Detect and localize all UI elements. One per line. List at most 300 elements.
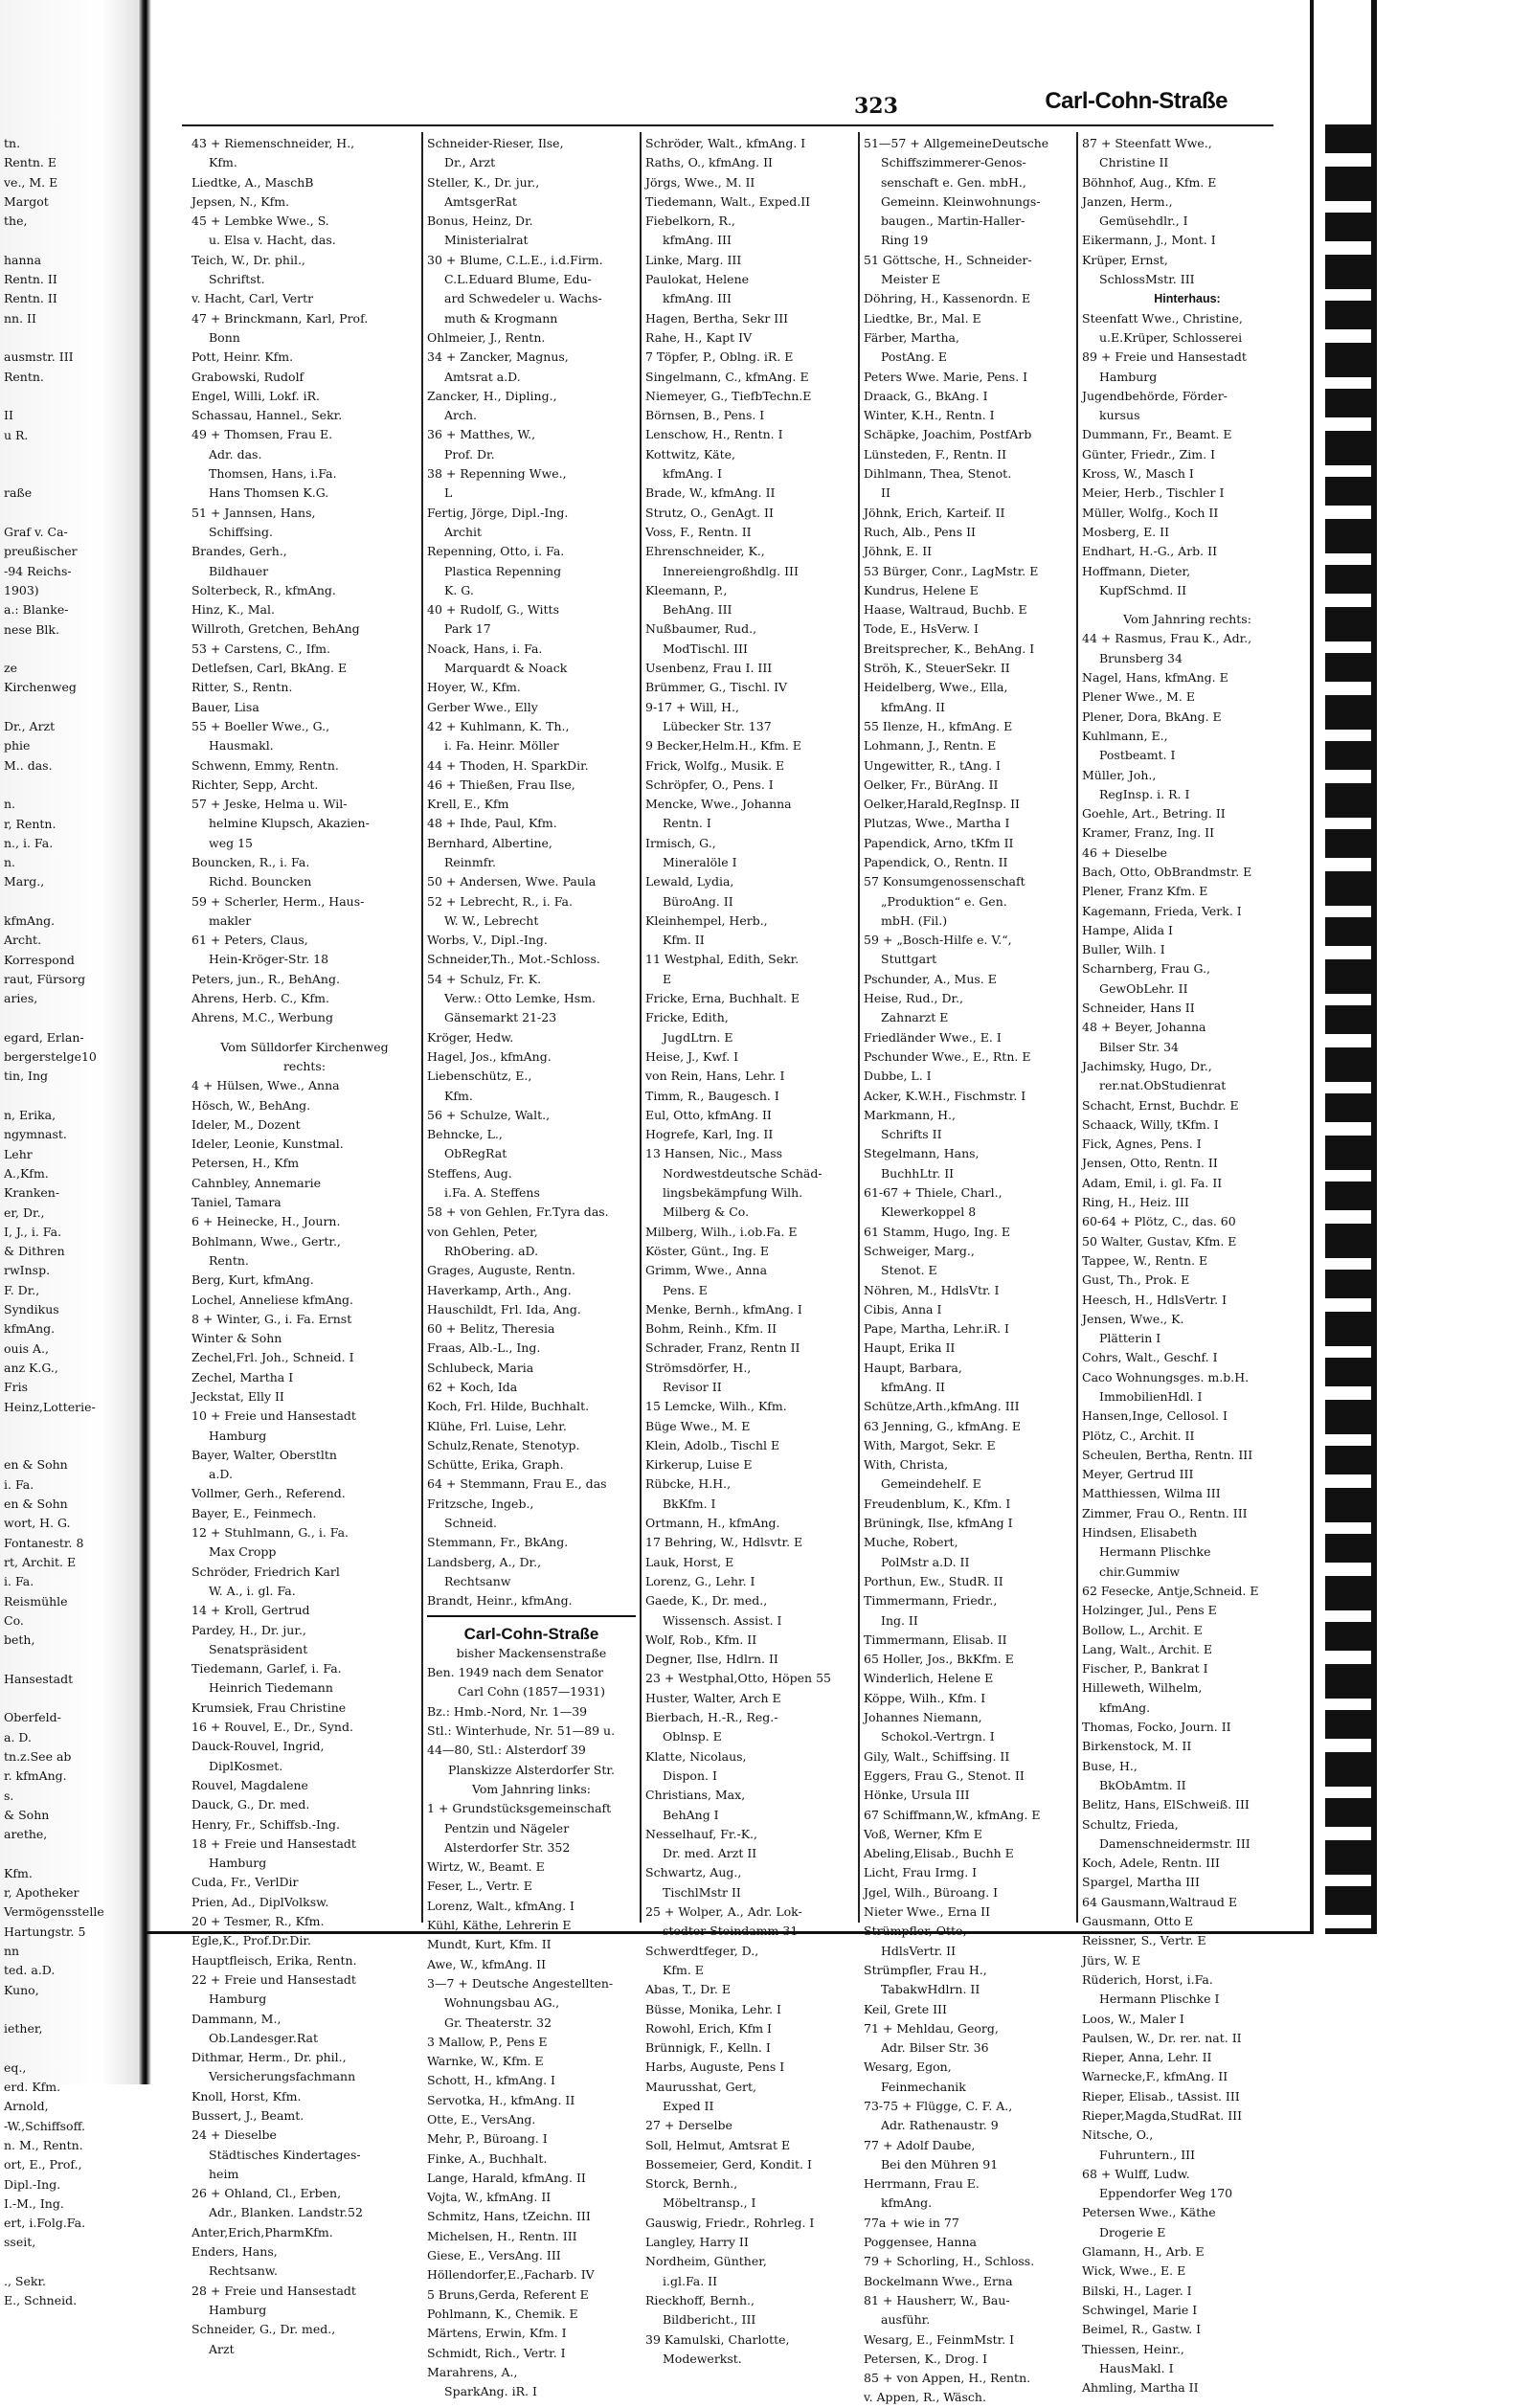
directory-entry: Strutz, O., GenAgt. II [645, 505, 774, 520]
directory-entry: weg 15 [209, 835, 253, 850]
directory-entry: 3—7 + Deutsche Angestellten- [427, 1975, 614, 1991]
directory-entry: kfmAng. II [881, 1380, 945, 1394]
directory-entry: Schweiger, Marg., [864, 1243, 975, 1258]
directory-entry: Eul, Otto, kfmAng. II [645, 1107, 772, 1122]
directory-entry: Nußbaumer, Rud., [645, 621, 757, 637]
directory-entry: 38 + Repenning Wwe., [427, 466, 567, 482]
directory-entry: rer.nat.ObStudienrat [1099, 1078, 1227, 1093]
section-rule [427, 1615, 636, 1625]
directory-entry: Rieper, Elisab., tAssist. III [1082, 2088, 1240, 2104]
facing-page-line: i. Fa. [4, 1476, 34, 1492]
directory-entry: Zahnarzt E [881, 1010, 949, 1025]
directory-entry: Rouvel, Magdalene [192, 1777, 308, 1792]
facing-page-line: aries, [4, 991, 38, 1006]
directory-entry: Adam, Emil, i. gl. Fa. II [1082, 1175, 1223, 1190]
directory-entry: Ring, H., Heiz. III [1082, 1195, 1189, 1210]
facing-page-line: tn. [4, 136, 21, 150]
facing-page-line: Rentn. E [4, 155, 57, 170]
directory-entry: Fricke, Erna, Buchhalt. E [645, 991, 800, 1006]
directory-entry: Nagel, Hans, kfmAng. E [1082, 670, 1228, 686]
directory-entry: Wesarg, E., FeinmMstr. I [864, 2331, 1015, 2347]
directory-entry: Lang, Walt., Archit. E [1082, 1641, 1213, 1656]
directory-entry: Drogerie E [1099, 2224, 1166, 2239]
directory-entry: Plutzas, Wwe., Martha I [864, 816, 1010, 831]
facing-page-line: egard, Erlan- [4, 1029, 84, 1045]
directory-entry: i. Fa. Heinr. Möller [444, 738, 559, 754]
directory-entry: HausMakl. I [1099, 2360, 1174, 2375]
directory-entry: Bildbericht., III [663, 2312, 756, 2328]
directory-entry: Klein, Adolb., Tischl E [645, 1437, 780, 1452]
directory-entry: i.gl.Fa. II [663, 2273, 718, 2288]
directory-entry: Park 17 [444, 621, 491, 637]
facing-page-line: Archt. [4, 933, 42, 948]
directory-entry: Hansen,Inge, Cellosol. I [1082, 1408, 1228, 1424]
directory-entry: baugen., Martin-Haller- [881, 214, 1025, 229]
directory-entry: Innereiengroßhdlg. III [663, 563, 799, 578]
facing-page-line: the, [4, 214, 28, 229]
directory-entry: Plastica Repenning [444, 563, 562, 578]
directory-entry: Jensen, Otto, Rentn. II [1082, 1156, 1218, 1171]
directory-entry: Max Cropp [209, 1544, 277, 1560]
directory-entry: Plener, Dora, BkAng. E [1082, 709, 1222, 724]
directory-entry: Bierbach, H.-R., Reg.- [645, 1710, 778, 1725]
directory-entry: Holzinger, Jul., Pens E [1082, 1603, 1217, 1618]
directory-column-2 [427, 134, 636, 2399]
directory-entry: Steenfatt Wwe., Christine, [1082, 310, 1243, 326]
directory-entry: Bach, Otto, ObBrandmstr. E [1082, 864, 1252, 879]
directory-entry: Marahrens, A., [427, 2364, 518, 2379]
directory-entry: 89 + Freie und Hansestadt [1082, 349, 1247, 365]
directory-entry: Ritter, S., Rentn. [192, 680, 293, 695]
directory-entry: 46 + Thießen, Frau Ilse, [427, 776, 575, 792]
directory-entry: Plätterin I [1099, 1331, 1161, 1346]
directory-entry: Schiffszimmerer-Genos- [881, 155, 1026, 170]
directory-entry: kfmAng. [1099, 1699, 1151, 1715]
directory-entry: Warnecke,F., kfmAng. II [1082, 2069, 1228, 2084]
directory-entry: v. Appen, R., Wäsch. [864, 2390, 986, 2405]
directory-entry: Irmisch, G., [645, 835, 716, 850]
directory-entry: Koch, Frl. Hilde, Buchhalt. [427, 1399, 590, 1414]
directory-entry: Hösch, W., BehAng. [192, 1097, 311, 1113]
directory-entry: BkObAmtm. II [1099, 1777, 1186, 1792]
directory-entry: 13 Hansen, Nic., Mass [645, 1146, 783, 1161]
directory-entry: Ben. 1949 nach dem Senator [427, 1665, 604, 1680]
directory-entry: Finke, A., Buchhalt. [427, 2150, 548, 2166]
facing-page-line: n. M., Rentn. [4, 2137, 83, 2152]
facing-page-line: en & Sohn [4, 1457, 68, 1473]
directory-entry: Steffens, Aug. [427, 1165, 512, 1181]
directory-entry: Revisor II [663, 1380, 722, 1394]
directory-entry: Eikermann, J., Mont. I [1082, 233, 1216, 248]
directory-entry: Schmidt, Rich., Vertr. I [427, 2345, 566, 2360]
directory-entry: Gaede, K., Dr. med., [645, 1593, 768, 1609]
section-caption: rechts: [282, 1058, 327, 1073]
facing-page-line: -94 Reichs- [4, 563, 72, 578]
directory-entry: Schwerdtfeger, D., [645, 1943, 759, 1958]
directory-entry: Fricke, Edith, [645, 1010, 729, 1025]
directory-entry: Kirkerup, Luise E [645, 1457, 753, 1473]
directory-entry: Kuhlmann, E., [1082, 728, 1168, 743]
directory-entry: Hampe, Alida I [1082, 922, 1173, 937]
directory-entry: Lorenz, Walt., kfmAng. I [427, 1898, 574, 1913]
directory-entry: Giese, E., VersAng. III [427, 2248, 561, 2263]
directory-entry: Prof. Dr. [444, 446, 495, 461]
directory-entry: Oblnsp. E [663, 1729, 722, 1744]
facing-page-line: a.: Blanke- [4, 602, 69, 618]
directory-entry: Klühe, Frl. Luise, Lehr. [427, 1418, 567, 1433]
directory-entry: Feinmechanik [881, 2079, 966, 2094]
directory-entry: Lorenz, G., Lehr. I [645, 1573, 755, 1588]
directory-entry: Hamburg [1099, 369, 1158, 384]
directory-entry: Jugendbehörde, Förder- [1082, 388, 1228, 403]
directory-entry: TabakwHdlrn. II [881, 1982, 980, 1997]
directory-entry: 58 + von Gehlen, Fr.Tyra das. [427, 1204, 609, 1220]
directory-entry: Buller, Wilh. I [1082, 942, 1165, 957]
directory-entry: Fischer, P., Bankrat I [1082, 1661, 1208, 1677]
directory-entry: C.L.Eduard Blume, Edu- [444, 272, 592, 287]
directory-entry: Kröger, Hedw. [427, 1029, 514, 1045]
facing-page-line: Syndikus [4, 1302, 59, 1317]
directory-entry: Harbs, Auguste, Pens I [645, 2059, 785, 2075]
facing-page-line: A.,Kfm. [4, 1165, 49, 1181]
directory-entry: Behncke, L., [427, 1127, 503, 1142]
directory-entry: RhObering. aD. [444, 1243, 539, 1258]
facing-page-line: Rentn. II [4, 272, 57, 287]
directory-entry: 10 + Freie und Hansestadt [192, 1408, 356, 1424]
directory-entry: Nöhren, M., HdlsVtr. I [864, 1282, 1000, 1297]
spacer [1082, 600, 1293, 610]
directory-column-3 [645, 134, 854, 2366]
directory-entry: Oelker, Fr., BürAng. II [864, 776, 999, 792]
directory-entry: Dauck, G., Dr. med. [192, 1797, 310, 1812]
directory-entry: Gily, Walt., Schiffsing. II [864, 1748, 1010, 1764]
directory-entry: Stuttgart [881, 952, 937, 967]
directory-entry: Rechtsanw [444, 1573, 511, 1588]
directory-entry: Meier, Herb., Tischler I [1082, 485, 1225, 501]
directory-entry: Haverkamp, Arth., Ang. [427, 1282, 572, 1297]
facing-page-line: beth, [4, 1632, 35, 1648]
directory-entry: 54 + Schulz, Fr. K. [427, 971, 542, 986]
directory-column-1 [192, 134, 417, 2356]
directory-entry: Maurusshat, Gert, [645, 2079, 756, 2094]
facing-page-line: r. kfmAng. [4, 1768, 67, 1784]
directory-entry: Versicherungsfachmann [209, 2069, 356, 2084]
directory-entry: KupfSchmd. II [1099, 582, 1187, 597]
directory-entry: 62 Fesecke, Antje,Schneid. E [1082, 1583, 1259, 1598]
directory-entry: Eppendorfer Weg 170 [1099, 2186, 1233, 2201]
directory-entry: Schneid. [444, 1516, 498, 1531]
directory-entry: Jörgs, Wwe., M. II [645, 174, 755, 190]
directory-entry: Bossemeier, Gerd, Kondit. I [645, 2156, 812, 2172]
directory-entry: Abas, T., Dr. E [645, 1982, 731, 1997]
directory-entry: Gust, Th., Prok. E [1082, 1272, 1190, 1288]
directory-entry: 26 + Ohland, Cl., Erben, [192, 2186, 342, 2201]
directory-entry: Petersen, H., Kfm [192, 1156, 300, 1171]
directory-entry: 36 + Matthes, W., [427, 427, 536, 442]
directory-entry: Glamann, H., Arb. E [1082, 2244, 1205, 2260]
directory-entry: 15 Lemcke, Wilh., Kfm. [645, 1399, 787, 1414]
directory-entry: 77 + Adolf Daube, [864, 2137, 976, 2152]
directory-entry: Köppe, Wilh., Kfm. I [864, 1690, 986, 1705]
directory-entry: 18 + Freie und Hansestadt [192, 1835, 356, 1851]
section-caption: Planskizze Alsterdorfer Str. [448, 1762, 615, 1777]
directory-entry: Draack, G., BkAng. I [864, 388, 988, 403]
directory-entry: Lochel, Anneliese kfmAng. [192, 1292, 354, 1307]
directory-entry: Haupt, Erika II [864, 1340, 956, 1356]
directory-entry: 65 Holler, Jos., BkKfm. E [864, 1652, 1014, 1667]
directory-entry: Hinz, K., Mal. [192, 602, 275, 618]
directory-entry: Timm, R., Baugesch. I [645, 1088, 779, 1103]
directory-entry: 39 Kamulski, Charlotte, [645, 2331, 790, 2347]
directory-entry: 60 + Belitz, Theresia [427, 1321, 555, 1337]
directory-entry: Jepsen, N., Kfm. [192, 193, 290, 209]
directory-entry: Freudenblum, K., Kfm. I [864, 1496, 1011, 1511]
directory-entry: Färber, Martha, [864, 329, 959, 345]
directory-entry: Krumsiek, Frau Christine [192, 1699, 347, 1715]
directory-entry: Marquardt & Noack [444, 661, 568, 676]
facing-page-line: tn.z.See ab [4, 1748, 72, 1764]
directory-entry: Brunsberg 34 [1099, 650, 1183, 665]
directory-entry: Licht, Frau Irmg. I [864, 1865, 978, 1880]
directory-entry: Heinrich Tiedemann [209, 1680, 333, 1696]
directory-entry: Kross, W., Masch I [1082, 466, 1194, 482]
directory-entry: Schaack, Willy, tKfm. I [1082, 1116, 1219, 1132]
directory-entry: Arzt [209, 2341, 235, 2356]
directory-entry: 60-64 + Plötz, C., das. 60 [1082, 1214, 1236, 1229]
directory-entry: Verw.: Otto Lemke, Hsm. [444, 991, 597, 1006]
facing-page-line: raut, Fürsorg [4, 971, 86, 986]
facing-page-line: hanna [4, 252, 42, 267]
directory-entry: Adr., Blanken. Landstr.52 [209, 2205, 363, 2220]
directory-entry: Lauk, Horst, E [645, 1554, 734, 1569]
facing-page-line: r, Rentn. [4, 816, 56, 831]
facing-page-line: en & Sohn [4, 1497, 68, 1511]
facing-page-line: II [4, 408, 13, 423]
directory-entry: Birkenstock, M. II [1082, 1739, 1192, 1754]
directory-entry: Dihlmann, Thea, Stenot. [864, 466, 1012, 482]
directory-entry: 44 + Thoden, H. SparkDir. [427, 757, 589, 773]
directory-entry: Koch, Adele, Rentn. III [1082, 1856, 1220, 1871]
directory-entry: Feser, L., Vertr. E [427, 1879, 532, 1894]
directory-entry: Keil, Grete III [864, 2001, 947, 2016]
directory-entry: Rübcke, H.H., [645, 1476, 732, 1492]
directory-entry: GewObLehr. II [1099, 980, 1188, 996]
directory-entry: Schulz,Renate, Stenotyp. [427, 1437, 580, 1452]
directory-entry: Eggers, Frau G., Stenot. II [864, 1767, 1025, 1783]
directory-entry: Hauschildt, Frl. Ida, Ang. [427, 1301, 581, 1317]
directory-entry: With, Christa, [864, 1457, 949, 1473]
directory-entry: JugdLtrn. E [663, 1029, 733, 1045]
directory-entry: Bilski, H., Lager. I [1082, 2283, 1192, 2298]
directory-entry: Nordheim, Günther, [645, 2254, 767, 2269]
facing-page-line: Kirchenweg [4, 680, 77, 695]
directory-entry: Landsberg, A., Dr., [427, 1554, 542, 1569]
directory-entry: Pott, Heinr. Kfm. [192, 349, 294, 365]
directory-entry: von Gehlen, Peter, [427, 1224, 538, 1239]
directory-entry: ausführ. [881, 2312, 931, 2328]
directory-entry: Günter, Friedr., Zim. I [1082, 446, 1216, 461]
column-divider [421, 132, 423, 1923]
facing-page-line: r, Apotheker [4, 1885, 79, 1900]
directory-entry: 11 Westphal, Edith, Sekr. [645, 952, 800, 967]
directory-entry: Schwenn, Emmy, Rentn. [192, 757, 339, 773]
directory-entry: Dithmar, Herm., Dr. phil., [192, 2050, 347, 2065]
directory-entry: Solterbeck, R., kfmAng. [192, 582, 336, 597]
directory-entry: von Rein, Hans, Lehr. I [645, 1069, 785, 1084]
directory-entry: Thiessen, Heinr., [1082, 2341, 1184, 2356]
directory-entry: Friedländer Wwe., E. I [864, 1029, 1002, 1045]
directory-entry: Mencke, Wwe., Johanna [645, 797, 792, 812]
directory-entry: Hamburg [209, 1992, 267, 2007]
facing-page-line: preußischer [4, 544, 78, 559]
directory-entry: Schrader, Franz, Rentn II [645, 1340, 800, 1356]
directory-entry: Ruch, Alb., Pens II [864, 524, 976, 539]
directory-entry: PostAng. E [881, 349, 948, 365]
directory-entry: 27 + Derselbe [645, 2118, 732, 2133]
directory-entry: BüroAng. II [663, 893, 733, 909]
directory-entry: Märtens, Erwin, Kfm. I [427, 2326, 567, 2341]
directory-entry: Bussert, J., Beamt. [192, 2107, 304, 2123]
directory-entry: Schrifts II [881, 1127, 942, 1142]
facing-page-line: nn [4, 1943, 20, 1958]
facing-page-line: raße [4, 485, 33, 501]
directory-entry: Menke, Bernh., kfmAng. I [645, 1301, 802, 1317]
directory-entry: 85 + von Appen, H., Rentn. [864, 2371, 1031, 2386]
directory-entry: 71 + Mehldau, Georg, [864, 2020, 999, 2036]
directory-entry: 47 + Brinckmann, Karl, Prof. [192, 310, 369, 326]
directory-entry: Gänsemarkt 21-23 [444, 1010, 557, 1025]
directory-entry: Mineralöle I [663, 854, 737, 869]
directory-entry: Heise, Rud., Dr., [864, 991, 964, 1006]
directory-entry: 53 + Carstens, C., Ifm. [192, 641, 330, 656]
directory-entry: Hamburg [209, 1856, 267, 1871]
directory-entry: ImmobilienHdl. I [1099, 1389, 1203, 1404]
directory-entry: Ohlmeier, J., Rentn. [427, 329, 546, 345]
directory-entry: Vojta, W., kfmAng. II [427, 2190, 552, 2205]
section-caption: Vom Jahnring links: [471, 1781, 592, 1796]
directory-entry: Jgel, Wilh., Büroang. I [864, 1884, 999, 1900]
directory-entry: Nesselhauf, Fr.-K., [645, 1826, 757, 1841]
directory-entry: Meister E [881, 272, 941, 287]
facing-page-line: i. Fa. [4, 1574, 34, 1589]
directory-entry: Ehrenschneider, K., [645, 544, 765, 559]
directory-entry: Matthiessen, Wilma III [1082, 1486, 1221, 1501]
directory-entry: Caco Wohnungsges. m.b.H. [1082, 1369, 1250, 1384]
directory-entry: makler [209, 912, 252, 928]
directory-entry: Lewald, Lydia, [645, 874, 734, 889]
facing-page-line: eq., [4, 2059, 27, 2075]
directory-entry: AmtsgerRat [444, 193, 517, 209]
directory-entry: Poggensee, Hanna [864, 2235, 977, 2250]
directory-entry: Lohmann, J., Rentn. E [864, 738, 997, 754]
directory-entry: Raths, O., kfmAng. II [645, 155, 773, 170]
page-number: 323 [854, 94, 898, 119]
directory-entry: Richd. Bouncken [209, 874, 312, 889]
directory-entry: lingsbekämpfung Wilh. [663, 1185, 803, 1201]
directory-entry: Bildhauer [209, 563, 269, 578]
directory-entry: Singelmann, C., kfmAng. E [645, 369, 809, 384]
directory-entry: 55 + Boeller Wwe., G., [192, 718, 330, 733]
directory-entry: Soll, Helmut, Amtsrat E [645, 2137, 791, 2152]
directory-entry: Hilleweth, Wilhelm, [1082, 1680, 1203, 1696]
directory-entry: ard Schwedeler u. Wachs- [444, 291, 602, 306]
directory-entry: Kottwitz, Käte, [645, 446, 736, 461]
directory-entry: 52 + Lebrecht, R., i. Fa. [427, 893, 573, 909]
directory-entry: Cibis, Anna I [864, 1301, 942, 1317]
directory-entry: Brandes, Gerh., [192, 544, 287, 559]
directory-entry: Pardey, H., Dr. jur., [192, 1622, 306, 1637]
directory-entry: Huster, Walter, Arch E [645, 1690, 781, 1705]
directory-entry: Schröpfer, O., Pens. I [645, 776, 774, 792]
facing-page-line: sseit, [4, 2235, 36, 2250]
directory-entry: 64 Gausmann,Waltraud E [1082, 1894, 1237, 1909]
directory-entry: Zimmer, Frau O., Rentn. III [1082, 1505, 1248, 1520]
directory-entry: 34 + Zancker, Magnus, [427, 349, 569, 365]
facing-page-line: Kfm. [4, 1865, 33, 1880]
directory-entry: Janzen, Herm., [1082, 193, 1173, 209]
directory-entry: Zechel, Martha I [192, 1369, 294, 1384]
facing-page-line: kfmAng. [4, 913, 56, 928]
directory-entry: Tiedemann, Garlef, i. Fa. [192, 1661, 342, 1677]
directory-entry: Goehle, Art., Betring. II [1082, 806, 1226, 821]
directory-entry: 44 + Rasmus, Frau K., Adr., [1082, 631, 1252, 646]
facing-page-line: rwInsp. [4, 1263, 51, 1278]
directory-entry: Wissensch. Assist. I [663, 1612, 782, 1628]
directory-entry: Brüningk, Ilse, kfmAng I [864, 1516, 1013, 1531]
directory-entry: Rechtsanw. [209, 2263, 278, 2279]
directory-entry: Wirtz, W., Beamt. E [427, 1859, 545, 1875]
directory-entry: Vollmer, Gerh., Referend. [192, 1486, 346, 1501]
directory-entry: 49 + Thomsen, Frau E. [192, 427, 333, 442]
directory-entry: Ideler, M., Dozent [192, 1116, 301, 1132]
directory-entry: Bonus, Heinz, Dr. [427, 214, 533, 229]
directory-entry: Zechel,Frl. Joh., Schneid. I [192, 1350, 354, 1365]
directory-entry: Kfm. [209, 155, 237, 170]
directory-entry: Teich, W., Dr. phil., [192, 252, 305, 267]
directory-entry: W. W., Lebrecht [444, 912, 539, 928]
directory-entry: Liedtke, Br., Mal. E [864, 310, 981, 326]
directory-entry: 50 Walter, Gustav, Kfm. E [1082, 1233, 1237, 1249]
directory-entry: Plener Wwe., M. E [1082, 689, 1195, 705]
directory-entry: Endhart, H.-G., Arb. II [1082, 544, 1218, 559]
facing-page-line: E., Schneid. [4, 2293, 78, 2308]
directory-entry: Bei den Mühren 91 [881, 2156, 999, 2172]
directory-entry: Exped II [663, 2098, 714, 2113]
directory-column-4 [864, 134, 1072, 2405]
facing-page-line: a. D. [4, 1729, 32, 1744]
directory-entry: Hamburg [209, 2302, 267, 2317]
directory-entry: BuchhLtr. II [881, 1165, 955, 1181]
directory-entry: Brümmer, G., Tischl. IV [645, 680, 788, 695]
section-caption: Vom Sülldorfer Kirchenweg [220, 1039, 389, 1054]
directory-entry: i.Fa. A. Steffens [444, 1185, 540, 1201]
directory-entry: Jöhnk, E. II [864, 544, 933, 559]
directory-entry: 9-17 + Will, H., [645, 699, 739, 714]
directory-entry: 50 + Andersen, Wwe. Paula [427, 874, 597, 889]
directory-entry: With, Margot, Sekr. E [864, 1437, 996, 1452]
directory-entry: Alsterdorfer Str. 352 [444, 1839, 571, 1855]
directory-entry: 25 + Wolper, A., Adr. Lok- [645, 1904, 802, 1920]
directory-entry: Fick, Agnes, Pens. I [1082, 1136, 1202, 1152]
directory-entry: Brandt, Heinr., kfmAng. [427, 1593, 573, 1609]
directory-entry: Bayer, Walter, Oberstltn [192, 1447, 337, 1462]
section-heading: Carl-Cohn-Straße [463, 1624, 599, 1643]
directory-entry: Mosberg, E. II [1082, 524, 1170, 539]
directory-entry: 57 + Jeske, Helma u. Wil- [192, 797, 348, 812]
facing-page-line: nese Blk. [4, 621, 59, 637]
directory-entry: Stemmann, Fr., BkAng. [427, 1535, 569, 1550]
directory-entry: Detlefsen, Carl, BkAng. E [192, 661, 348, 676]
